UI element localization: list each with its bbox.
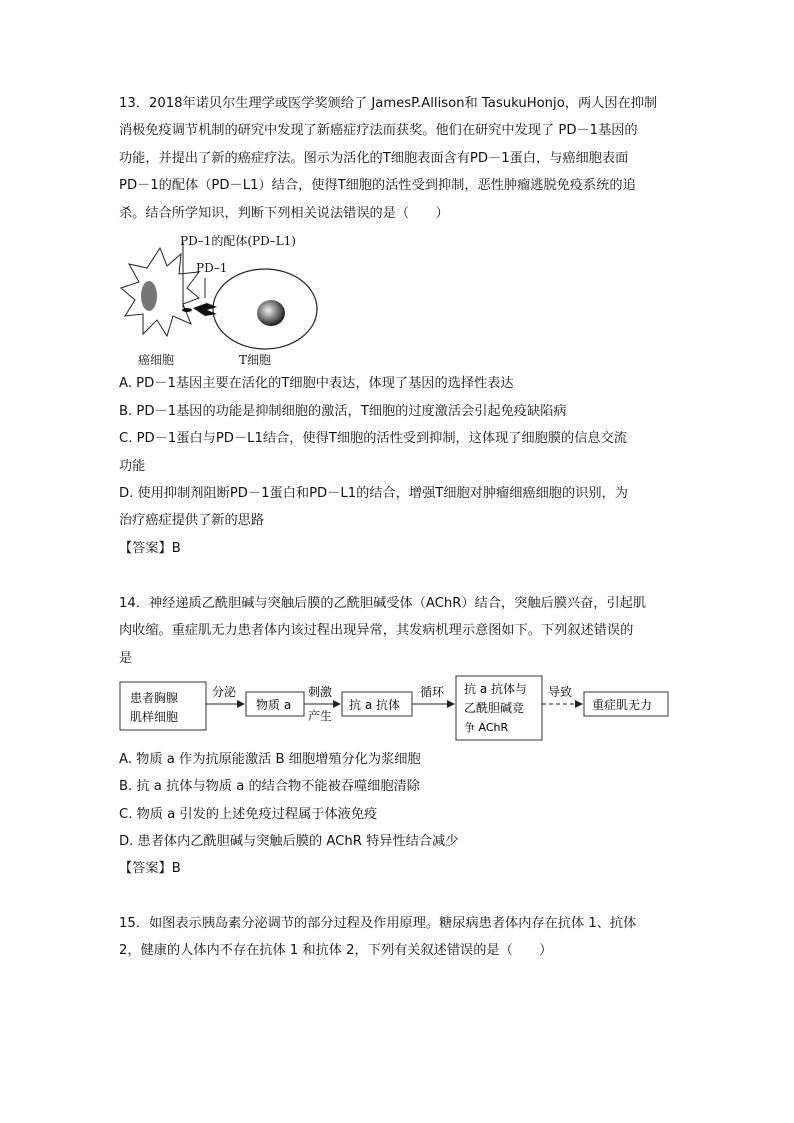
flow-arrow-4-label: 导致: [548, 685, 573, 699]
flow-box-myasthenia-label: 重症肌无力: [592, 698, 653, 712]
q14-line-2: 肉收缩。重症肌无力患者体内该过程出现异常，其发病机理示意图如下。下列叙述错误的: [119, 623, 634, 638]
flow-arrow-1-label: 分泌: [212, 685, 237, 699]
flow-box-competition-line-3: 争 AChR: [464, 721, 509, 734]
q13-option-c: C. PD－1蛋白与PD－L1结合，使得T细胞的活性受到抑制，这体现了细胞膜的信息交流: [119, 431, 627, 446]
flow-arrow-2-label-1: 刺激: [308, 685, 333, 699]
flow-box-thymus-line-1: 患者胸腺: [130, 691, 179, 705]
q13-line-2: 消极免疫调节机制的研究中发现了新癌症疗法而获奖。他们在研究中发现了 PD－1基因的: [119, 123, 638, 138]
flow-arrow-3-label: 循环: [420, 685, 445, 699]
q15-line-2: 2，健康的人体内不存在抗体 1 和抗体 2，下列有关叙述错误的是（ ）: [119, 943, 553, 958]
q14-line-1: 14．神经递质乙酰胆碱与突触后膜的乙酰胆碱受体（AChR）结合，突触后膜兴奋，引起肌: [119, 596, 647, 611]
q13-option-a: A. PD－1基因主要在活化的T细胞中表达，体现了基因的选择性表达: [119, 376, 514, 391]
pd-l1-mark: [182, 308, 192, 312]
flow-arrow-2-label-2: 产生: [308, 709, 333, 723]
q13-option-c-cont: 功能: [119, 459, 146, 474]
q14-option-d: D. 患者体内乙酰胆碱与突触后膜的 AChR 特异性结合减少: [119, 834, 459, 849]
pd-l1-label: PD–1的配体(PD–L1): [180, 234, 296, 248]
q13-option-b: B. PD－1基因的功能是抑制细胞的激活，T细胞的过度激活会引起免疫缺陷病: [119, 404, 567, 419]
q13-line-1: 13．2018年诺贝尔生理学或医学奖颁给了 JamesP.Allison和 TasukuHonjo，两人因在抑制: [119, 96, 658, 111]
q13-option-d: D. 使用抑制剂阻断PD－1蛋白和PD－L1的结合，增强T细胞对肿瘤细癌细胞的识别，为: [119, 486, 628, 501]
q13-line-5: 杀。结合所学知识，判断下列相关说法错误的是（ ）: [119, 206, 449, 221]
pd1-figure-drawing: [115, 230, 325, 360]
flow-box-competition-line-1: 抗 a 抗体与: [464, 682, 527, 696]
q14-option-b: B. 抗 a 抗体与物质 a 的结合物不能被吞噬细胞清除: [119, 779, 420, 794]
q13-line-3: 功能，并提出了新的癌症疗法。图示为活化的T细胞表面含有PD－1蛋白，与癌细胞表面: [119, 151, 629, 166]
flow-box-thymus-line-2: 肌样细胞: [130, 710, 179, 724]
q14-flow-diagram: [116, 674, 676, 744]
q14-answer: 【答案】B: [119, 861, 181, 876]
q14-option-a: A. 物质 a 作为抗原能激活 B 细胞增殖分化为浆细胞: [119, 752, 421, 767]
q13-answer: 【答案】B: [119, 541, 181, 556]
q15-line-1: 15．如图表示胰岛素分泌调节的部分过程及作用原理。糖尿病患者体内存在抗体 1、抗体: [119, 916, 637, 931]
cancer-cell-label: 癌细胞: [138, 353, 175, 367]
cancer-cell-shape: [121, 248, 199, 336]
flow-box-substance-a-label: 物质 a: [256, 698, 292, 712]
t-cell-label: T细胞: [239, 353, 272, 367]
pd-1-label: PD–1: [196, 261, 228, 275]
q13-line-4: PD－1的配体（PD－L1）结合，使得T细胞的活性受到抑制，恶性肿瘤逃脱免疫系统的追: [119, 178, 636, 193]
flow-box-antibody-label: 抗 a 抗体: [349, 698, 400, 712]
q14-option-c: C. 物质 a 引发的上述免疫过程属于体液免疫: [119, 807, 378, 822]
q14-line-3: 是: [119, 651, 133, 666]
t-cell-nucleus: [257, 300, 285, 326]
flow-box-competition-line-2: 乙酰胆碱竞: [464, 701, 525, 715]
cancer-cell-nucleus: [141, 281, 157, 311]
q13-option-d-cont: 治疗癌症提供了新的思路: [119, 513, 265, 528]
